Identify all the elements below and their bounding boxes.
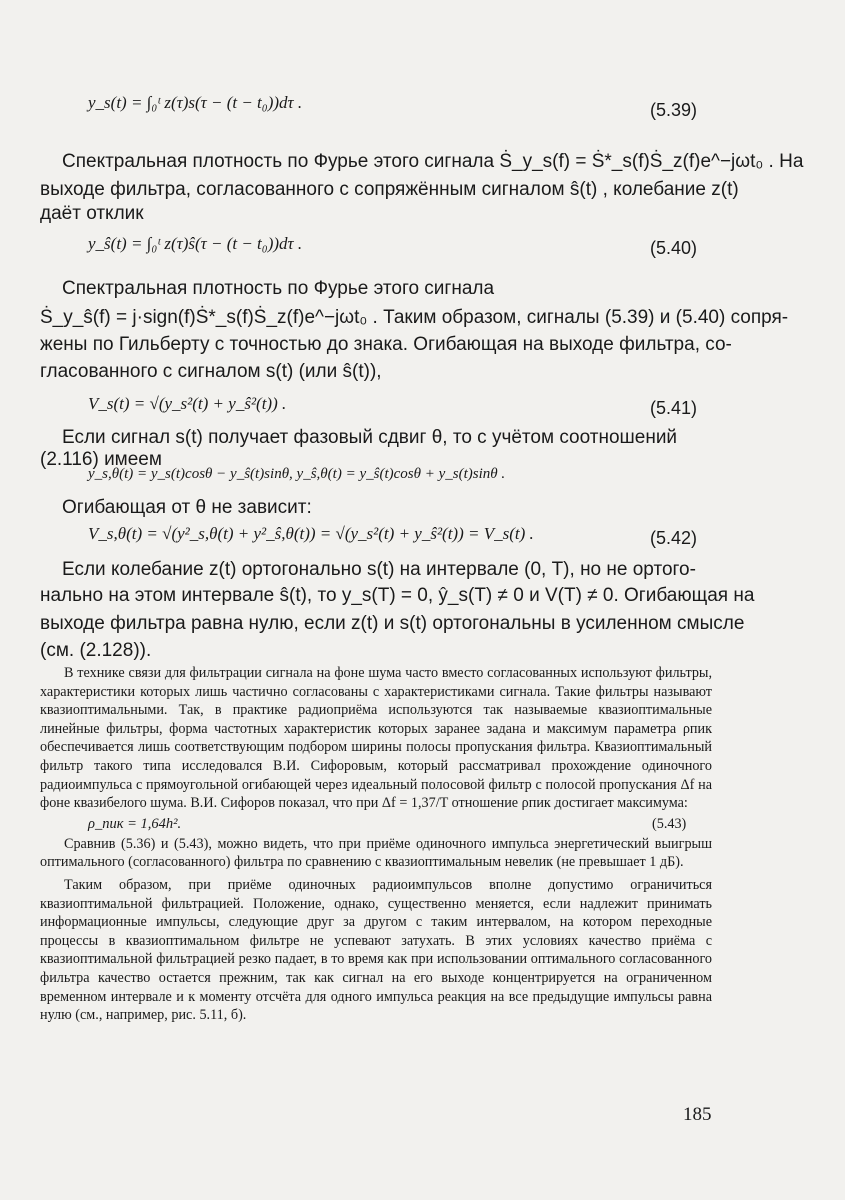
small-paragraph-conclusion: Таким образом, при приёме одиночных радиоимпульсов вполне допустимо ограничиться квазиоптимальной фильтрацией. Положение, однако, существенно меняется, если надлежит принимать информационные импульсы, следующие друг за другом с таким интервалом, на котором переходные процессы в квазиоптимальном фильтре не успевают затухать. В этих условиях качество приёма с квазиоптимальной фильтрацией резко падает, в то время как при использовании оптимального согласованного фильтра качество остается прежним, так как сигнал на его выходе концентрируется на ограниченном временном интервале и к моменту отсчёта для одного импульса реакция на все предыдущие импульсы равна нулю (см., например, рис. 5.11, б). — [40, 876, 712, 1024]
equation-number-5-43: (5.43) — [652, 815, 687, 832]
paragraph-3-line-2: (2.116) имеем — [40, 449, 162, 470]
small-print-block — [40, 664, 712, 1025]
paragraph-1-line-1: Спектральная плотность по Фурье этого сигнала Ṡ_y_s(f) = Ṡ*_s(f)Ṡ_z(f)e^−jωt₀ . На — [62, 151, 804, 172]
paragraph-5-line-4: (см. (2.128)). — [40, 640, 152, 661]
paragraph-1-line-2: выходе фильтра, согласованного с сопряжённым сигналом ŝ(t) , колебание z(t) — [40, 179, 739, 200]
small-paragraph-quasi-optimal: В технике связи для фильтрации сигнала на фоне шума часто вместо согласованных используют фильтры, характеристики которых лишь частично согласованы с характеристиками сигнала. Такие фильтры называют квазиоптимальными. Так, в практике радиоприёма используются так называемые квазиоптимальные линейные фильтры, форма частотных характеристик которых заранее задана и максимум параметра ρпик обеспечивается лишь соответствующим подбором ширины полосы пропускания фильтра. Квазиоптимальный фильтр такого типа исследовался В.И. Сифоровым, который рассматривал прохождение одиночного радиоимпульса с прямоугольной огибающей через идеальный полосовой фильтр с полосой пропускания Δf на фоне квазибелого шума. В.И. Сифоров показал, что при Δf = 1,37/T отношение ρпик достигает максимума: — [40, 665, 712, 812]
equation-5-40: y_ŝ(t) = ∫₀ᵗ z(τ)ŝ(τ − (t − t₀))dτ . — [88, 234, 303, 253]
equation-phase-shift: y_s,θ(t) = y_s(t)cosθ − y_ŝ(t)sinθ, y_ŝ,θ(t) = y_ŝ(t)cosθ + y_s(t)sinθ . — [88, 466, 506, 482]
equation-number-5-39: (5.39) — [650, 100, 698, 120]
equation-5-42: V_s,θ(t) = √(y²_s,θ(t) + y²_ŝ,θ(t)) = √(y_s²(t) + y_ŝ²(t)) = V_s(t) . — [88, 524, 534, 543]
paragraph-4: Огибающая от θ не зависит: — [62, 497, 312, 518]
equation-5-43: ρ_пик = 1,64h². — [88, 815, 182, 832]
equation-number-5-41: (5.41) — [650, 398, 698, 418]
equation-5-41: V_s(t) = √(y_s²(t) + y_ŝ²(t)) . — [88, 394, 287, 413]
equation-number-5-42: (5.42) — [650, 528, 698, 548]
equation-5-39: y_s(t) = ∫₀ᵗ z(τ)s(τ − (t − t₀))dτ . — [88, 93, 303, 112]
equation-5-43-row — [40, 813, 712, 835]
paragraph-2-line-1: Спектральная плотность по Фурье этого сигнала — [62, 278, 495, 299]
paragraph-5-line-3: выходе фильтра равна нулю, если z(t) и s(t) ортогональны в усиленном смысле — [40, 613, 745, 634]
paragraph-2-line-2: Ṡ_y_ŝ(f) = j·sign(f)Ṡ*_s(f)Ṡ_z(f)e^−jωt₀ . Таким образом, сигналы (5.39) и (5.40) сопря- — [40, 307, 789, 328]
small-paragraph-comparison: Сравнив (5.36) и (5.43), можно видеть, что при приёме одиночного импульса энергетический выигрыш оптимального (согласованного) фильтра по сравнению с квазиоптимальным невелик (не превышает 1 дБ). — [40, 835, 712, 871]
paragraph-5-line-2: нально на этом интервале ŝ(t), то y_s(T) = 0, ŷ_s(T) ≠ 0 и V(T) ≠ 0. Огибающая на — [40, 585, 755, 606]
paragraph-1-line-3: даёт отклик — [40, 203, 144, 224]
paragraph-5-line-1: Если колебание z(t) ортогонально s(t) на интервале (0, T), но не ортого- — [62, 559, 696, 580]
equation-number-5-40: (5.40) — [650, 238, 698, 258]
paragraph-2-line-4: гласованного с сигналом s(t) (или ŝ(t)), — [40, 361, 382, 382]
paragraph-3-line-1: Если сигнал s(t) получает фазовый сдвиг θ, то с учётом соотношений — [62, 427, 678, 448]
paragraph-2-line-3: жены по Гильберту с точностью до знака. Огибающая на выходе фильтра, со- — [40, 334, 732, 355]
page-number: 185 — [683, 1104, 712, 1125]
